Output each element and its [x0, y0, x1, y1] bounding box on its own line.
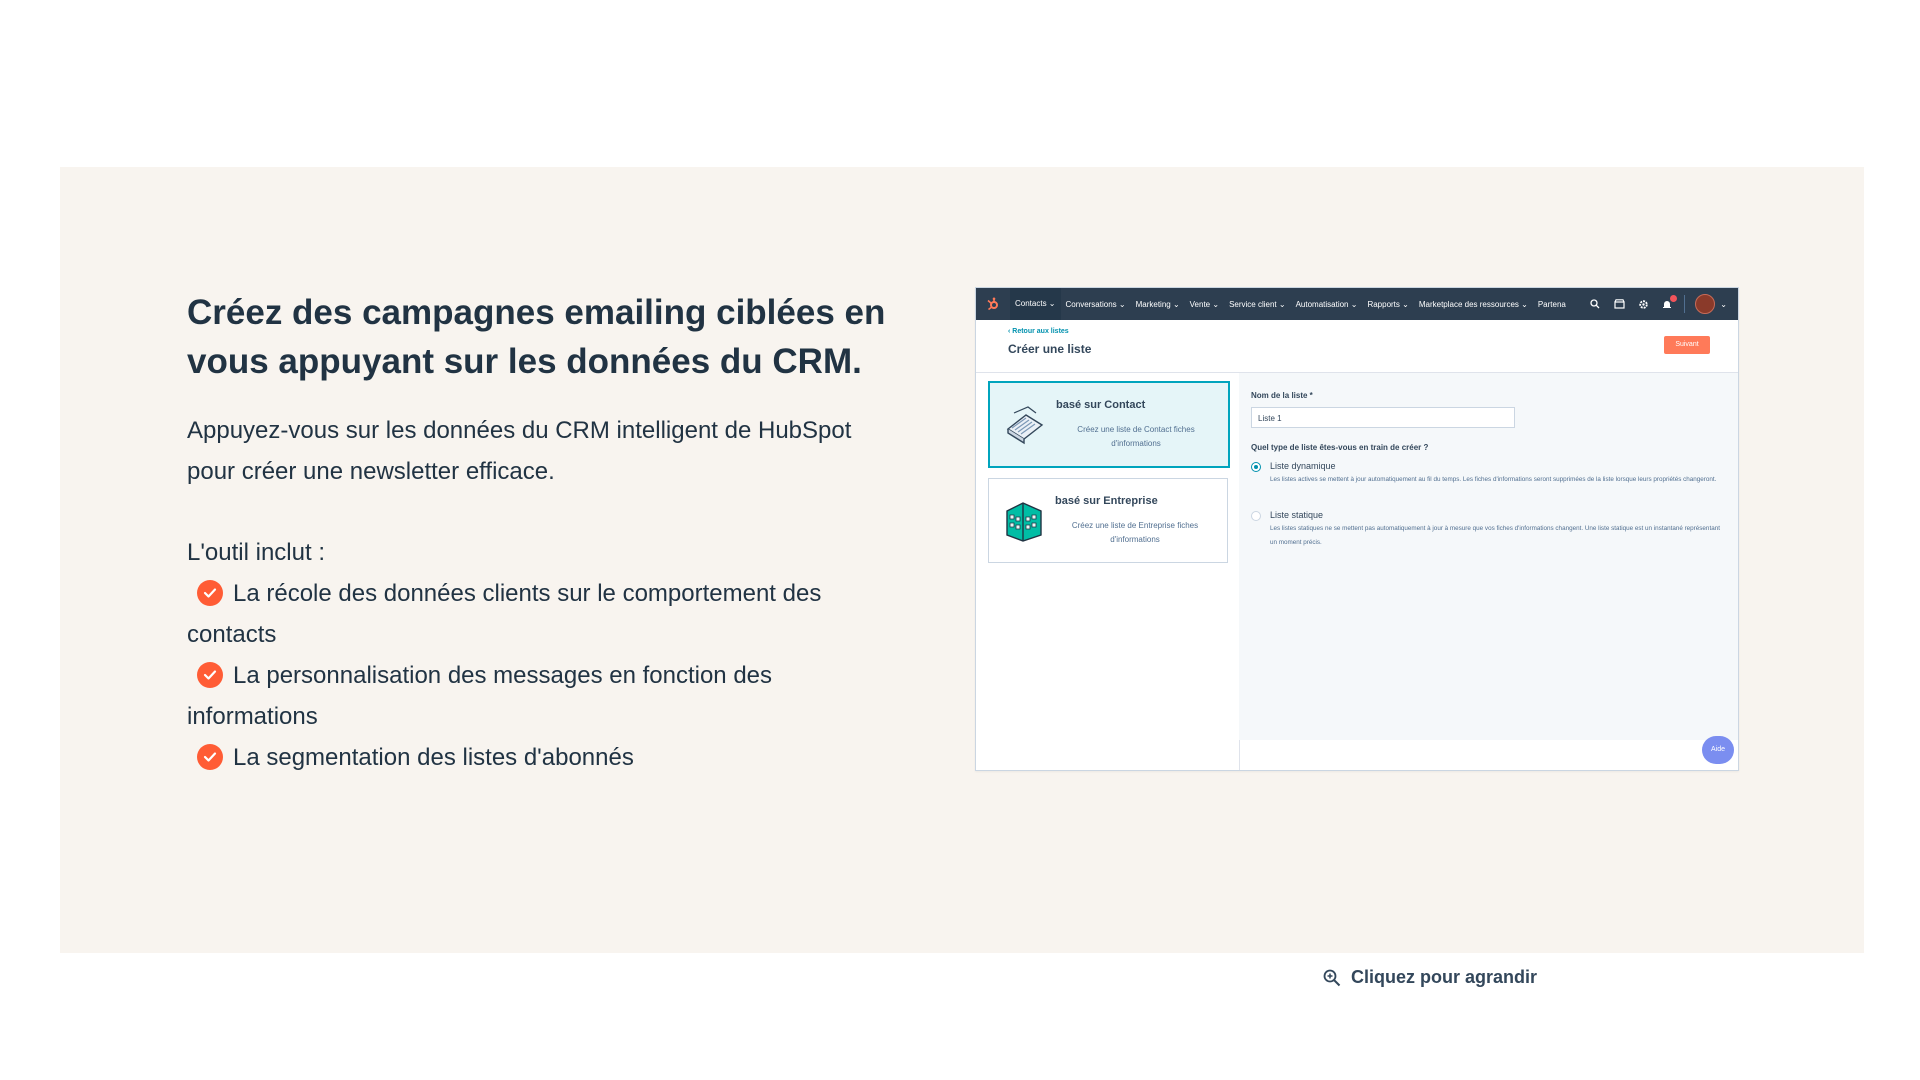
- feature-text: [187, 288, 887, 778]
- building-illustration-icon: [1001, 497, 1047, 543]
- page-title: Créer une liste: [1008, 342, 1092, 356]
- settings-gear-icon[interactable]: [1634, 295, 1652, 313]
- next-button[interactable]: Suivant: [1664, 336, 1710, 354]
- enlarge-link[interactable]: [1323, 967, 1537, 988]
- nav-service-client[interactable]: Service client ⌄: [1229, 299, 1286, 309]
- marketplace-icon[interactable]: [1610, 295, 1628, 313]
- back-to-lists-link[interactable]: ‹ Retour aux listes: [1008, 328, 1069, 335]
- object-type-panel: [976, 373, 1240, 770]
- feature-label: La personnalisation des messages en fonction des informations: [187, 662, 773, 730]
- static-list-radio[interactable]: [1251, 511, 1261, 521]
- company-card-title: basé sur Entreprise: [1055, 495, 1158, 507]
- company-based-card[interactable]: [988, 478, 1228, 563]
- feature-label: La récole des données clients sur le comportement des contacts: [187, 580, 822, 648]
- nav-marketplace[interactable]: Marketplace des ressources ⌄: [1418, 299, 1528, 309]
- check-icon: [197, 662, 223, 688]
- contact-card-description: Créez une liste de Contact fiches d'informations: [1077, 425, 1195, 448]
- nav-marketing[interactable]: Marketing ⌄: [1135, 299, 1180, 309]
- list-type-question: Quel type de liste êtes-vous en train de créer ?: [1251, 443, 1429, 452]
- avatar[interactable]: [1695, 294, 1715, 314]
- static-list-description: Les listes statiques ne se mettent pas automatiquement à jour à mesure que vos fiches d'informations changent. Une liste statique est un instantané représentant un moment précis.: [1270, 525, 1720, 546]
- nav-vente[interactable]: Vente ⌄: [1189, 299, 1220, 309]
- notification-badge: [1670, 295, 1677, 302]
- contact-card-title: basé sur Contact: [1056, 399, 1146, 411]
- nav-automatisation[interactable]: Automatisation ⌄: [1295, 299, 1358, 309]
- dynamic-list-label[interactable]: Liste dynamique: [1270, 461, 1336, 471]
- hubspot-logo-icon[interactable]: [982, 293, 1004, 315]
- product-screenshot[interactable]: [975, 287, 1739, 771]
- intro-paragraph: Appuyez-vous sur les données du CRM intelligent de HubSpot pour créer une newsletter efficace.: [187, 417, 852, 485]
- feature-section: [60, 167, 1864, 987]
- contact-card-illustration-icon: [1002, 401, 1048, 447]
- dynamic-list-description: Les listes actives se mettent à jour automatiquement au fil du temps. Les fiches d'informations seront supprimées de la liste lorsque leurs propriétés changeront.: [1270, 476, 1717, 483]
- check-icon: [197, 744, 223, 770]
- nav-conversations[interactable]: Conversations ⌄: [1065, 299, 1126, 309]
- search-icon[interactable]: [1586, 295, 1604, 313]
- check-icon: [197, 580, 223, 606]
- list-name-label: Nom de la liste *: [1251, 391, 1313, 400]
- company-card-description: Créez une liste de Entreprise fiches d'informations: [1071, 521, 1199, 544]
- nav-partenaires[interactable]: Partena: [1537, 299, 1566, 309]
- feature-item: [187, 655, 887, 737]
- dynamic-list-radio[interactable]: [1251, 462, 1261, 472]
- chevron-down-icon[interactable]: ⌄: [1720, 299, 1727, 309]
- nav-contacts[interactable]: Contacts ⌄: [1010, 288, 1061, 320]
- list-settings-form: [1239, 373, 1738, 740]
- feature-label: La segmentation des listes d'abonnés: [233, 744, 634, 771]
- create-list-body: [976, 373, 1738, 770]
- nav-rapports[interactable]: Rapports ⌄: [1367, 299, 1409, 309]
- includes-label: L'outil inclut :: [187, 539, 325, 566]
- feature-item: [187, 737, 887, 778]
- zoom-in-icon: [1323, 969, 1341, 987]
- feature-item: [187, 573, 887, 655]
- notifications-bell-icon[interactable]: [1658, 295, 1676, 313]
- page-header: [976, 320, 1738, 373]
- static-list-label[interactable]: Liste statique: [1270, 510, 1324, 520]
- list-name-input[interactable]: Liste 1: [1251, 407, 1515, 428]
- help-button[interactable]: Aide: [1702, 736, 1734, 764]
- headline: Créez des campagnes emailing ciblées en vous appuyant sur les données du CRM.: [187, 293, 886, 381]
- enlarge-caption[interactable]: Cliquez pour agrandir: [1351, 967, 1538, 987]
- contact-based-card[interactable]: [988, 381, 1230, 468]
- top-navigation: [976, 288, 1738, 320]
